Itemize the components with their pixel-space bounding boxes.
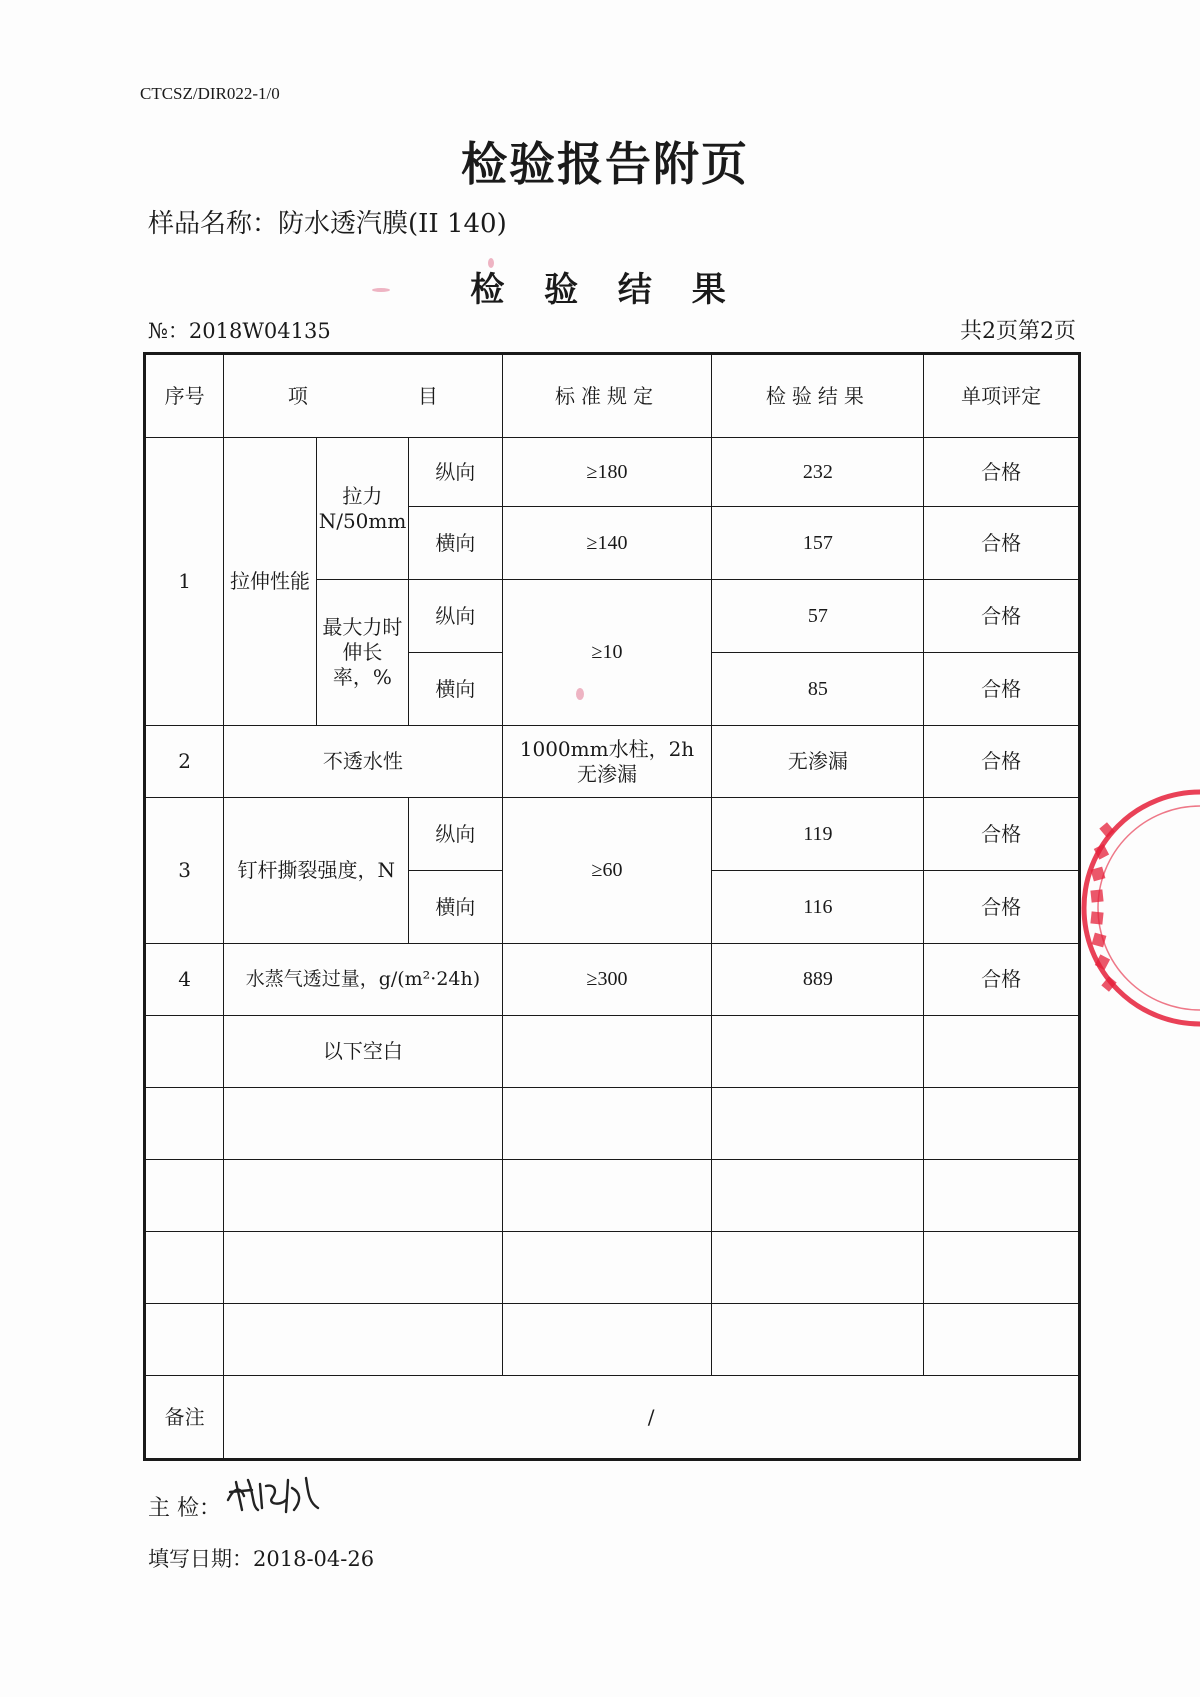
document-code: CTCSZ/DIR022-1/0 <box>140 84 280 103</box>
table-row <box>145 1304 1080 1376</box>
result-cell: 232 <box>712 438 924 507</box>
empty-cell <box>924 1304 1080 1376</box>
ink-speck <box>372 288 390 292</box>
table-row <box>145 726 1080 798</box>
table-row <box>145 1088 1080 1160</box>
table-row <box>145 1232 1080 1304</box>
rating-cell: 合格 <box>924 507 1080 580</box>
inspector-label: 主 检： <box>148 1496 221 1521</box>
table-row <box>145 1160 1080 1232</box>
result-cell: 157 <box>712 507 924 580</box>
header-result: 检验结果 <box>712 354 924 438</box>
table-row <box>145 798 1080 871</box>
empty-cell <box>502 1160 712 1232</box>
results-table <box>143 352 1081 1461</box>
standard-cell: ≥140 <box>502 507 712 580</box>
remarks-row <box>145 1376 1080 1460</box>
direction-cell: 纵向 <box>409 798 502 871</box>
item-name-cell: 不透水性 <box>224 726 502 798</box>
header-standard: 标准规定 <box>502 354 712 438</box>
direction-cell: 横向 <box>409 653 502 726</box>
sample-name-label: 样品名称： <box>148 209 279 239</box>
empty-cell <box>224 1160 502 1232</box>
sub-item-cell: 拉力 N/50mm <box>316 438 408 580</box>
empty-cell <box>712 1016 924 1088</box>
header-item-a: 项 <box>287 383 308 408</box>
empty-cell <box>145 1160 224 1232</box>
empty-cell <box>924 1016 1080 1088</box>
rating-cell: 合格 <box>924 871 1080 944</box>
item-name-cell: 水蒸气透过量，g/(m²·24h) <box>224 944 502 1016</box>
official-seal-stamp <box>1080 788 1200 1028</box>
empty-cell <box>502 1088 712 1160</box>
blank-note-cell: 以下空白 <box>224 1016 502 1088</box>
table-row <box>145 438 1080 507</box>
header-item-b: 目 <box>417 383 438 408</box>
direction-cell: 纵向 <box>409 580 502 653</box>
result-cell: 57 <box>712 580 924 653</box>
results-heading: 检 验 结 果 <box>470 270 740 310</box>
rating-cell: 合格 <box>924 726 1080 798</box>
result-cell: 889 <box>712 944 924 1016</box>
empty-cell <box>712 1160 924 1232</box>
empty-cell <box>224 1232 502 1304</box>
empty-cell <box>924 1088 1080 1160</box>
standard-cell: ≥180 <box>502 438 712 507</box>
empty-cell <box>712 1232 924 1304</box>
empty-cell <box>224 1304 502 1376</box>
direction-cell: 横向 <box>409 507 502 580</box>
empty-cell <box>145 1232 224 1304</box>
result-cell: 无渗漏 <box>712 726 924 798</box>
empty-cell <box>145 1304 224 1376</box>
document-title: 检验报告附页 <box>461 137 749 191</box>
remarks-label: 备注 <box>145 1376 224 1460</box>
empty-cell <box>145 1016 224 1088</box>
result-cell: 116 <box>712 871 924 944</box>
seq-cell: 1 <box>145 438 224 726</box>
seq-cell: 3 <box>145 798 224 944</box>
direction-cell: 纵向 <box>409 438 502 507</box>
table-row <box>145 944 1080 1016</box>
sample-name-value: 防水透汽膜(II 140) <box>278 209 507 239</box>
direction-cell: 横向 <box>409 871 502 944</box>
seq-cell: 2 <box>145 726 224 798</box>
empty-cell <box>924 1160 1080 1232</box>
header-seq: 序号 <box>145 354 224 438</box>
standard-cell: ≥300 <box>502 944 712 1016</box>
table-row <box>145 1016 1080 1088</box>
empty-cell <box>502 1304 712 1376</box>
empty-cell <box>224 1088 502 1160</box>
ink-speck <box>576 688 584 700</box>
standard-cell: ≥10 <box>502 580 712 726</box>
empty-cell <box>712 1088 924 1160</box>
empty-cell <box>924 1232 1080 1304</box>
remarks-value: / <box>224 1376 1080 1460</box>
rating-cell: 合格 <box>924 653 1080 726</box>
empty-cell <box>502 1232 712 1304</box>
empty-cell <box>712 1304 924 1376</box>
rating-cell: 合格 <box>924 580 1080 653</box>
inspector-signature <box>222 1470 332 1520</box>
rating-cell: 合格 <box>924 944 1080 1016</box>
empty-cell <box>502 1016 712 1088</box>
result-cell: 85 <box>712 653 924 726</box>
standard-cell: 1000mm水柱，2h 无渗漏 <box>502 726 712 798</box>
seq-cell: 4 <box>145 944 224 1016</box>
table-header-row <box>145 354 1080 438</box>
empty-cell <box>145 1088 224 1160</box>
header-item <box>224 354 502 438</box>
page-indicator: 共2页第2页 <box>960 319 1076 344</box>
header-rating: 单项评定 <box>924 354 1080 438</box>
result-cell: 119 <box>712 798 924 871</box>
item-name-cell: 拉伸性能 <box>224 438 316 726</box>
rating-cell: 合格 <box>924 798 1080 871</box>
rating-cell: 合格 <box>924 438 1080 507</box>
fill-date: 填写日期：2018-04-26 <box>148 1547 375 1571</box>
item-name-cell: 钉杆撕裂强度，N <box>224 798 409 944</box>
sub-item-cell: 最大力时 伸长 率，% <box>316 580 408 726</box>
sample-name-line <box>148 203 507 240</box>
ink-speck <box>488 258 494 268</box>
standard-cell: ≥60 <box>502 798 712 944</box>
report-number: №：2018W04135 <box>148 319 331 343</box>
